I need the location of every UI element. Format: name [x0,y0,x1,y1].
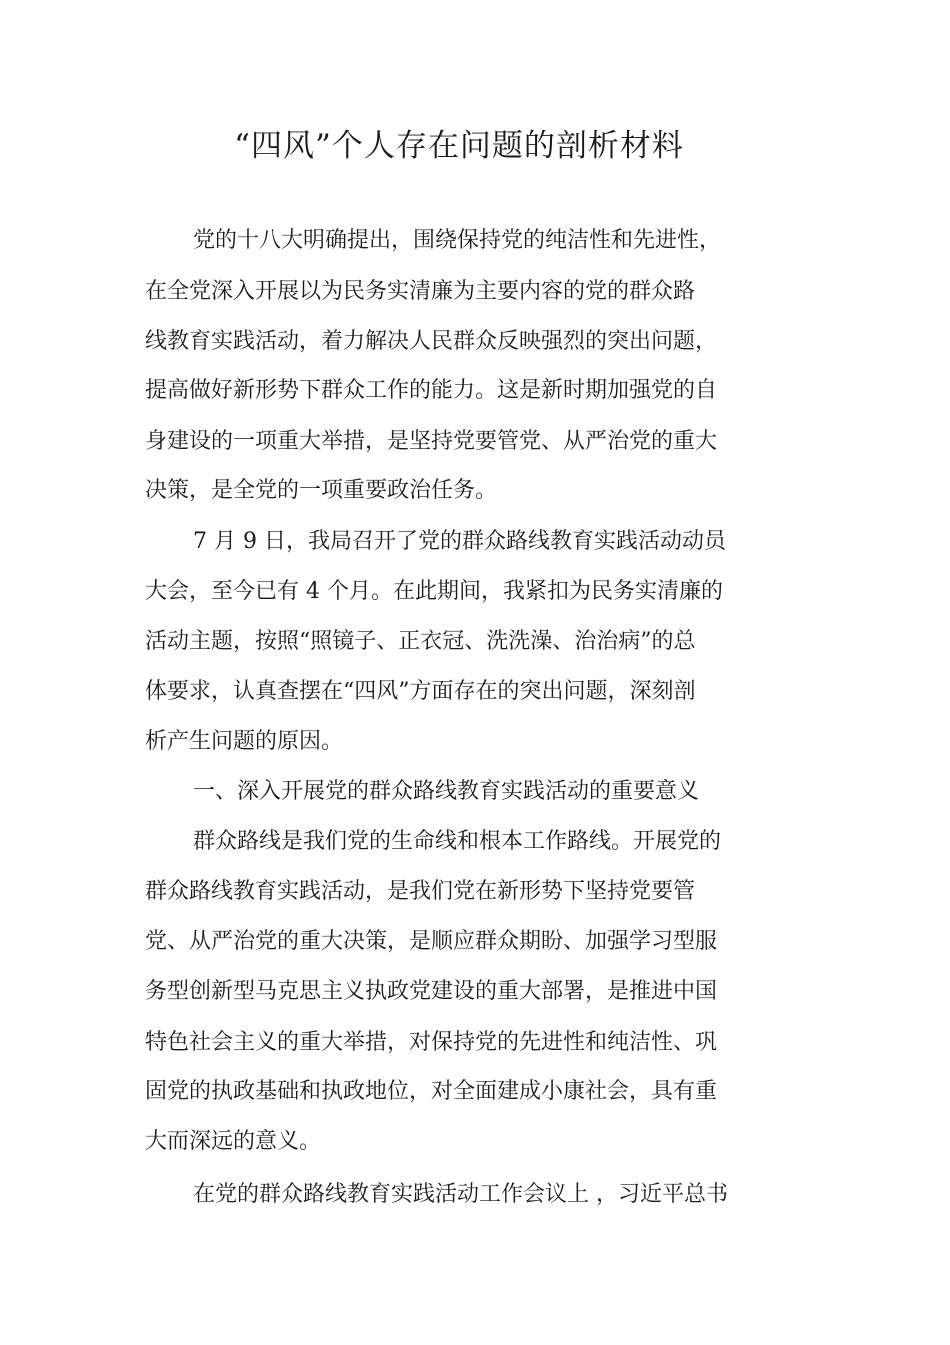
paragraph-line: 在党的群众路线教育实践活动工作会议上 ，习近平总书 [193,1182,728,1207]
paragraph-line: 析产生问题的原因。 [145,729,344,754]
paragraph-line: 党、从严治党的重大决策，是顺应群众期盼、加强学习型服 [145,929,718,954]
paragraph-line: 固党的执政基础和执政地位，对全面建成小康社会，具有重 [145,1079,718,1104]
paragraph-line: 群众路线教育实践活动，是我们党在新形势下坚持党要管 [145,879,696,904]
paragraph-line: 线教育实践活动，着力解决人民群众反映强烈的突出问题， [145,329,718,354]
section-heading: 一、深入开展党的群众路线教育实践活动的重要意义 [193,779,700,804]
paragraph-line: 身建设的一项重大举措，是坚持党要管党、从严治党的重大 [145,429,718,454]
paragraph-line: 决策，是全党的一项重要政治任务。 [145,478,498,503]
document-title: “四风”个人存在问题的剖析材料 [234,128,684,164]
paragraph-line: 在全党深入开展以为民务实清廉为主要内容的党的群众路 [145,279,696,304]
paragraph-line: 7 月 9 日，我局召开了党的群众路线教育实践活动动员 [193,529,726,554]
paragraph-line: 特色社会主义的重大举措，对保持党的先进性和纯洁性、巩 [145,1030,718,1055]
paragraph-line: 群众路线是我们党的生命线和根本工作路线。开展党的 [193,829,722,854]
paragraph-line: 大而深远的意义。 [145,1129,322,1154]
paragraph-line: 体要求，认真查摆在“四风”方面存在的突出问题，深刻剖 [145,679,696,704]
paragraph-line: 大会，至今已有 4 个月。在此期间，我紧扣为民务实清廉的 [145,579,723,604]
paragraph-line: 务型创新型马克思主义执政党建设的重大部署，是推进中国 [145,979,718,1004]
paragraph-line: 提高做好新形势下群众工作的能力。这是新时期加强党的自 [145,378,718,403]
paragraph-line: 党的十八大明确提出，围绕保持党的纯洁性和先进性， [193,228,722,253]
paragraph-line: 活动主题，按照“照镜子、正衣冠、洗洗澡、治治病”的总 [145,629,696,654]
